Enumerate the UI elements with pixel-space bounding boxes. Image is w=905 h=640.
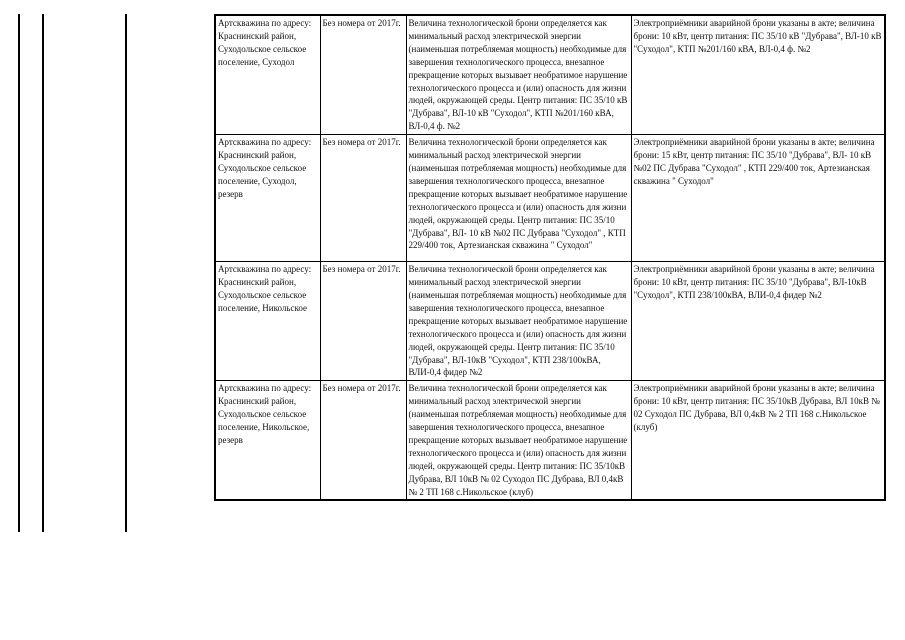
object-cell: Артскважина по адресу: Краснинский район, Суходольское сельское поселение, Суходол: [215, 15, 320, 135]
number-cell: Без номера от 2017г.: [320, 262, 406, 381]
receivers-cell: Электроприёмники аварийной брони указаны в акте; величина брони: 10 кВт, центр питания: ПС 35/10 "Дубрава", ВЛ-10кВ "Суходол", КТП 238/100кВА, ВЛИ-0,4 фидер №2: [631, 262, 885, 381]
object-cell: Артскважина по адресу: Краснинский район, Суходольское сельское поселение, Никольское, резерв: [215, 381, 320, 501]
object-cell: Артскважина по адресу: Краснинский район, Суходольское сельское поселение, Никольское: [215, 262, 320, 381]
table-row: [215, 381, 885, 501]
receivers-cell: Электроприёмники аварийной брони указаны в акте; величина брони: 10 кВт, центр питания: ПС 35/10кВ Дубрава, ВЛ 10кВ № 02 Суходол ПС Дубрава, ВЛ 0,4кВ № 2 ТП 168 с.Никольское (клуб): [631, 381, 885, 501]
number-cell: Без номера от 2017г.: [320, 135, 406, 262]
number-cell: Без номера от 2017г.: [320, 15, 406, 135]
value-cell: Величина технологической брони определяется как минимальный расход электрической энергии (наименьшая потребляемая мощность) необходимые для завершения технологического процесса, внезапное прекращение которых вызывает необратимое нарушение технологического процесса и (или) опасность для жизни людей, окружающей среды. Центр питания: ПС 35/10 "Дубрава", ВЛ- 10 кВ №02 ПС Дубрава "Суходол" , КТП 229/400 ток, Артезианская скважина " Суходол": [406, 135, 631, 262]
left-column-line-1: [18, 14, 20, 532]
value-cell: Величина технологической брони определяется как минимальный расход электрической энергии (наименьшая потребляемая мощность) необходимые для завершения технологического процесса, внезапное прекращение которых вызывает необратимое нарушение технологического процесса и (или) опасность для жизни людей, окружающей среды. Центр питания: ПС 35/10 "Дубрава", ВЛ-10кВ "Суходол", КТП 238/100кВА, ВЛИ-0,4 фидер №2: [406, 262, 631, 381]
value-cell: Величина технологической брони определяется как минимальный расход электрической энергии (наименьшая потребляемая мощность) необходимые для завершения технологического процесса, внезапное прекращение которых вызывает необратимое нарушение технологического процесса и (или) опасность для жизни людей, окружающей среды. Центр питания: ПС 35/10кВ Дубрава, ВЛ 10кВ № 02 Суходол ПС Дубрава, ВЛ 0,4кВ № 2 ТП 168 с.Никольское (клуб): [406, 381, 631, 501]
table-row: [215, 262, 885, 381]
table-row: [215, 135, 885, 262]
number-cell: Без номера от 2017г.: [320, 381, 406, 501]
object-cell: Артскважина по адресу: Краснинский район, Суходольское сельское поселение, Суходол, резерв: [215, 135, 320, 262]
left-column-line-2: [42, 14, 44, 532]
receivers-cell: Электроприёмники аварийной брони указаны в акте; величина брони: 10 кВт, центр питания: ПС 35/10 кВ "Дубрава", ВЛ-10 кВ "Суходол", КТП №201/160 кВА, ВЛ-0,4 ф. №2: [631, 15, 885, 135]
table-row: [215, 15, 885, 135]
value-cell: Величина технологической брони определяется как минимальный расход электрической энергии (наименьшая потребляемая мощность) необходимые для завершения технологического процесса, внезапное прекращение которых вызывает необратимое нарушение технологического процесса и (или) опасность для жизни людей, окружающей среды. Центр питания: ПС 35/10 кВ "Дубрава", ВЛ-10 кВ "Суходол", КТП №201/160 кВА, ВЛ-0,4 ф. №2: [406, 15, 631, 135]
reserve-table: [214, 14, 886, 501]
receivers-cell: Электроприёмники аварийной брони указаны в акте; величина брони: 15 кВт, центр питания: ПС 35/10 "Дубрава", ВЛ- 10 кВ №02 ПС Дубрава "Суходол" , КТП 229/400 ток, Артезианская скважина " Суходол": [631, 135, 885, 262]
left-column-line-3: [125, 14, 127, 532]
